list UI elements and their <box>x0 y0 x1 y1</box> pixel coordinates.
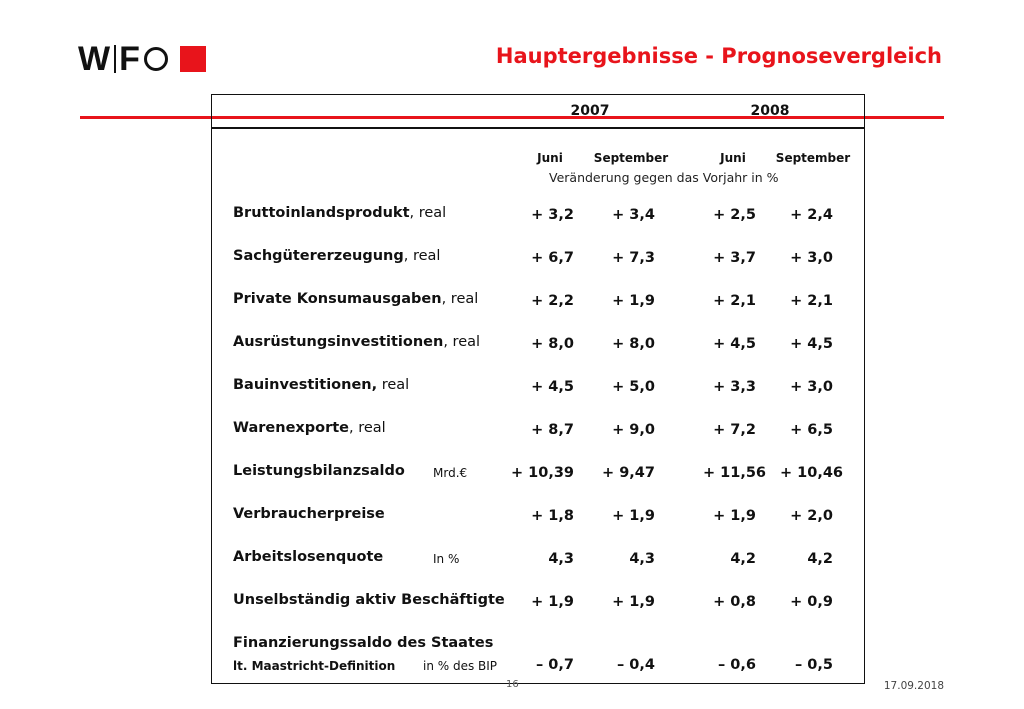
row-label-arbeitslosenquote: Arbeitslosenquote <box>233 549 384 565</box>
cell-leistungsbilanz-juni-2007: + 10,39 <box>510 465 574 481</box>
row-unit-finanzierungssaldo: in % des BIP <box>423 659 498 673</box>
cell-bip-juni-2007: + 3,2 <box>531 207 574 223</box>
cell-beschaeftigte-september-2007: + 1,9 <box>612 594 655 610</box>
logo-circle <box>144 47 168 71</box>
cell-beschaeftigte-juni-2007: + 1,9 <box>531 594 574 610</box>
cell-verbraucherpreise-juni-2007: + 1,8 <box>531 508 574 524</box>
row-label-verbraucherpreise: Verbraucherpreise <box>233 506 385 522</box>
cell-ausruestung-juni-2008: + 4,5 <box>713 336 756 352</box>
cell-warenexporte-september-2008: + 6,5 <box>790 422 833 438</box>
row-label-leistungsbilanz: Leistungsbilanzsaldo <box>233 463 405 479</box>
cell-sachgueter-juni-2007: + 6,7 <box>531 250 574 266</box>
row-label-beschaeftigte: Unselbständig aktiv Beschäftigte <box>233 592 505 608</box>
subheader-juni-2007: Juni <box>537 151 563 165</box>
wifo-logo <box>78 42 206 76</box>
cell-finanzierungssaldo-juni-2007: – 0,7 <box>536 657 574 673</box>
row-label-ausruestung: Ausrüstungsinvestitionen, real <box>233 334 481 350</box>
cell-sachgueter-september-2008: + 3,0 <box>790 250 833 266</box>
cell-bau-september-2007: + 5,0 <box>612 379 655 395</box>
cell-bau-juni-2008: + 3,3 <box>713 379 756 395</box>
cell-bip-september-2007: + 3,4 <box>612 207 655 223</box>
cell-finanzierungssaldo-september-2007: – 0,4 <box>617 657 655 673</box>
cell-beschaeftigte-juni-2008: + 0,8 <box>713 594 756 610</box>
subheader-juni-2008: Juni <box>720 151 746 165</box>
row-label-konsum: Private Konsumausgaben, real <box>233 291 479 307</box>
year-2007: 2007 <box>570 103 610 119</box>
year-2008: 2008 <box>750 103 790 119</box>
unit-note: Veränderung gegen das Vorjahr in % <box>549 170 779 185</box>
header-rule <box>211 127 865 129</box>
cell-finanzierungssaldo-september-2008: – 0,5 <box>795 657 833 673</box>
row-label-bau: Bauinvestitionen, real <box>233 377 410 393</box>
cell-bau-september-2008: + 3,0 <box>790 379 833 395</box>
row-label-sachgueter: Sachgütererzeugung, real <box>233 248 441 264</box>
subheader-september-2007: September <box>593 151 669 165</box>
footer-date: 17.09.2018 <box>883 680 944 692</box>
cell-verbraucherpreise-september-2007: + 1,9 <box>612 508 655 524</box>
row-unit-arbeitslosenquote: In % <box>433 552 460 566</box>
page-number: 16 <box>506 679 519 690</box>
row-unit-leistungsbilanz: Mrd.€ <box>433 466 468 480</box>
cell-ausruestung-september-2008: + 4,5 <box>790 336 833 352</box>
logo-bar <box>114 45 116 73</box>
cell-leistungsbilanz-juni-2008: + 11,56 <box>702 465 766 481</box>
cell-konsum-september-2008: + 2,1 <box>790 293 833 309</box>
cell-konsum-juni-2007: + 2,2 <box>531 293 574 309</box>
cell-warenexporte-september-2007: + 9,0 <box>612 422 655 438</box>
cell-arbeitslosenquote-september-2008: 4,2 <box>807 551 833 567</box>
cell-sachgueter-juni-2008: + 3,7 <box>713 250 756 266</box>
cell-konsum-september-2007: + 1,9 <box>612 293 655 309</box>
subheader-september-2008: September <box>775 151 851 165</box>
cell-ausruestung-juni-2007: + 8,0 <box>531 336 574 352</box>
cell-verbraucherpreise-juni-2008: + 1,9 <box>713 508 756 524</box>
row-label-warenexporte: Warenexporte, real <box>233 420 386 436</box>
cell-verbraucherpreise-september-2008: + 2,0 <box>790 508 833 524</box>
page-title: Hauptergebnisse - Prognosevergleich <box>495 44 942 68</box>
cell-leistungsbilanz-september-2007: + 9,47 <box>602 465 655 481</box>
cell-finanzierungssaldo-juni-2008: – 0,6 <box>718 657 756 673</box>
cell-warenexporte-juni-2007: + 8,7 <box>531 422 574 438</box>
row-label-bip: Bruttoinlandsprodukt, real <box>233 205 447 221</box>
cell-beschaeftigte-september-2008: + 0,9 <box>790 594 833 610</box>
cell-bau-juni-2007: + 4,5 <box>531 379 574 395</box>
cell-bip-juni-2008: + 2,5 <box>713 207 756 223</box>
cell-bip-september-2008: + 2,4 <box>790 207 833 223</box>
cell-sachgueter-september-2007: + 7,3 <box>612 250 655 266</box>
cell-warenexporte-juni-2008: + 7,2 <box>713 422 756 438</box>
cell-ausruestung-september-2007: + 8,0 <box>612 336 655 352</box>
cell-arbeitslosenquote-juni-2008: 4,2 <box>730 551 756 567</box>
logo-letter-w: W <box>78 40 112 78</box>
cell-arbeitslosenquote-september-2007: 4,3 <box>629 551 655 567</box>
cell-konsum-juni-2008: + 2,1 <box>713 293 756 309</box>
logo-letter-f: F <box>119 40 141 78</box>
row-label-finanzierungssaldo: Finanzierungssaldo des Staates <box>233 635 494 651</box>
cell-leistungsbilanz-september-2008: + 10,46 <box>779 465 843 481</box>
cell-arbeitslosenquote-juni-2007: 4,3 <box>548 551 574 567</box>
row-sublabel-maastricht: lt. Maastricht-Definition <box>233 659 396 673</box>
logo-red-square <box>180 46 206 72</box>
